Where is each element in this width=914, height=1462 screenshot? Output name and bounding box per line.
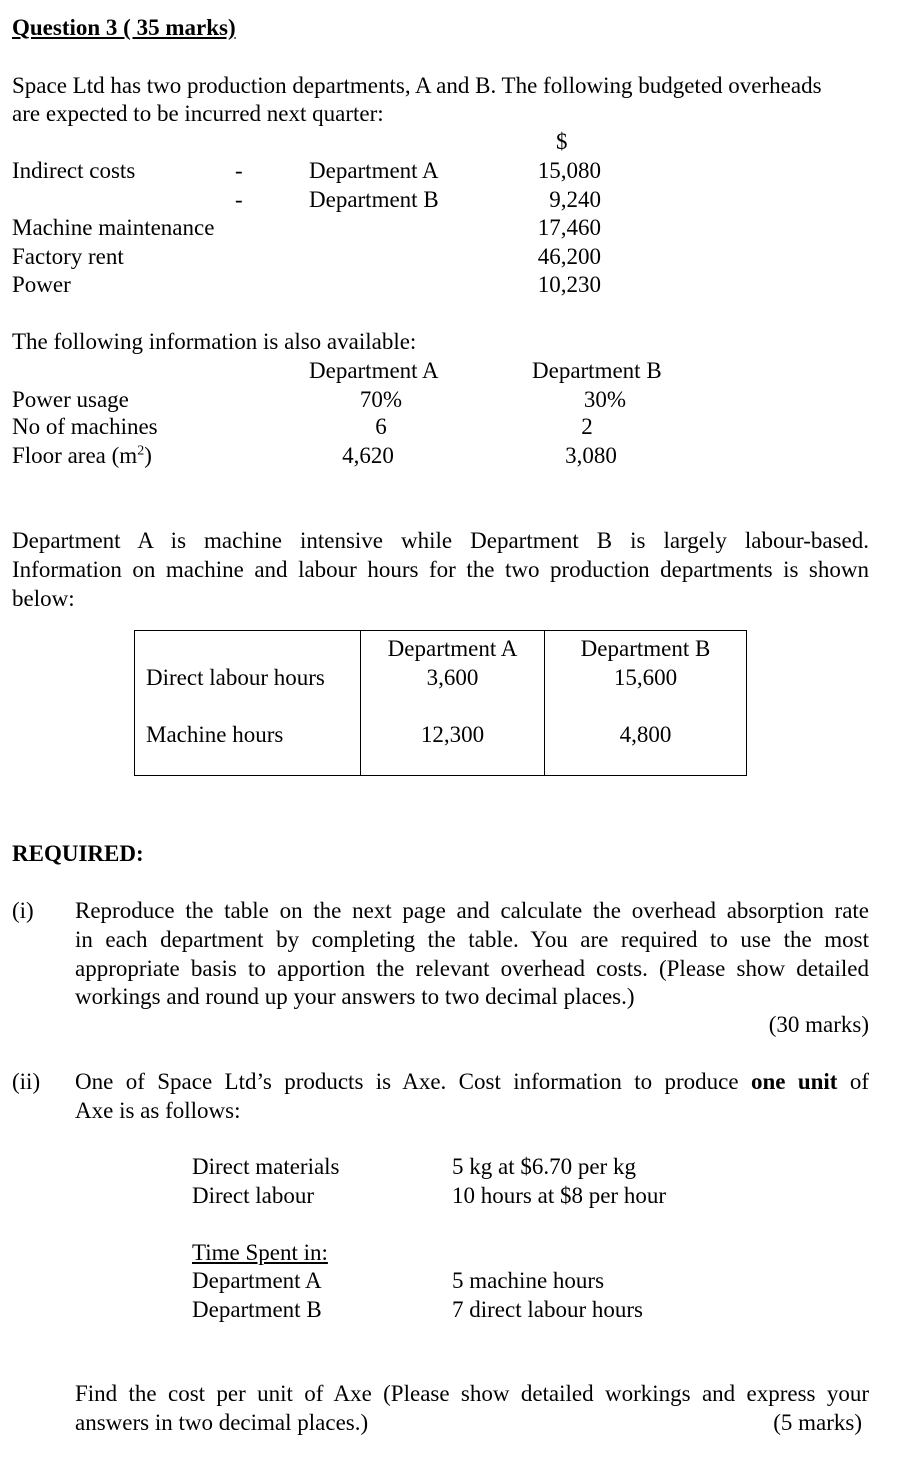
direct-labour-value: 10 hours at $8 per hour: [452, 1183, 666, 1208]
overhead-item-value: 10,230: [537, 272, 601, 297]
indirect-a-value: 15,080: [537, 158, 601, 183]
para2-line-2: Information on machine and labour hours for the two production departments is shown: [12, 556, 869, 582]
part-ii-text: [75, 1068, 869, 1126]
direct-labour-label: Direct labour: [192, 1183, 314, 1208]
floor-area-label-end: ): [144, 443, 152, 468]
floor-area-sup: 2: [137, 443, 145, 459]
info-dept-b-header: Department B: [532, 358, 662, 383]
overhead-item-value: 17,460: [537, 215, 601, 240]
hours-table-dept-b-cell: [545, 631, 747, 776]
part-i-line-2: in each department by completing the table. You are required to use the most: [75, 926, 869, 952]
overhead-item-label: Power: [12, 272, 71, 297]
direct-materials-value: 5 kg at $6.70 per kg: [452, 1154, 636, 1179]
part-i-line-3: appropriate basis to apportion the relevant overhead costs. (Please show detailed: [75, 955, 869, 981]
required-heading: REQUIRED:: [12, 841, 144, 866]
time-dept-b-value: 7 direct labour hours: [452, 1297, 643, 1322]
part-ii-line-1: [75, 1068, 869, 1097]
hours-dept-b-labour: 15,600: [613, 665, 678, 690]
overhead-item-value: 46,200: [537, 244, 601, 269]
info-row-a: 4,620: [342, 443, 394, 468]
part-ii-line-1-post: of: [837, 1069, 869, 1094]
hours-dept-a-labour: 3,600: [426, 665, 479, 690]
time-spent-label: Time Spent in:: [192, 1240, 328, 1265]
time-dept-a-label: Department A: [192, 1268, 322, 1293]
hours-table: [134, 630, 747, 776]
floor-area-label: Floor area (m: [12, 443, 138, 468]
part-i-marks: (30 marks): [768, 1012, 869, 1037]
part-i-number: (i): [12, 898, 34, 923]
hours-row-label: Machine hours: [146, 722, 284, 747]
info-row-a: 70%: [359, 387, 403, 412]
part-ii-find: [75, 1380, 869, 1409]
info-dept-a-header: Department A: [309, 358, 439, 383]
part-ii-find-line-1: Find the cost per unit of Axe (Please show detailed workings and express your: [75, 1381, 869, 1406]
part-ii-marks: (5 marks): [773, 1410, 862, 1435]
para2-line-1: Department A is machine intensive while Department B is largely labour-based.: [12, 528, 869, 553]
hours-row-label: Direct labour hours: [146, 665, 325, 690]
info-row-label: No of machines: [12, 414, 158, 439]
info-row-b: 30%: [583, 387, 627, 412]
part-ii-line-1-bold: one unit: [750, 1069, 838, 1094]
info-row-a: 6: [375, 414, 387, 439]
overhead-item-label: Machine maintenance: [12, 215, 215, 240]
time-dept-a-value: 5 machine hours: [452, 1268, 605, 1293]
hours-dept-b-header: Department B: [580, 636, 711, 661]
dash-b: -: [235, 187, 243, 212]
indirect-b-value: 9,240: [549, 187, 601, 212]
indirect-costs-label: Indirect costs: [12, 158, 136, 183]
part-ii-line-2: Axe is as follows:: [75, 1097, 241, 1123]
hours-dept-a-header: Department A: [387, 636, 518, 661]
info-heading: The following information is also available:: [12, 329, 417, 354]
info-row-label: [12, 442, 152, 471]
info-row-label: Power usage: [12, 387, 129, 412]
overhead-dept-a-label: Department A: [309, 158, 439, 183]
dash-a: -: [235, 158, 243, 183]
hours-dept-a-machine: 12,300: [420, 722, 485, 747]
part-i-line-1: Reproduce the table on the next page and calculate the overhead absorption rate: [75, 898, 869, 923]
currency-header: $: [556, 129, 568, 154]
intro-line-2: are expected to be incurred next quarter:: [12, 101, 384, 126]
time-dept-b-label: Department B: [192, 1297, 322, 1322]
info-row-b: 2: [581, 414, 593, 439]
part-i-line-4: workings and round up your answers to two decimal places.): [75, 984, 635, 1010]
part-i-text: [75, 897, 869, 1012]
part-ii-find-line-2: answers in two decimal places.): [75, 1410, 369, 1435]
para2-line-3: below:: [12, 585, 75, 611]
hours-table-label-cell: [135, 631, 361, 776]
overhead-dept-b-label: Department B: [309, 187, 439, 212]
hours-dept-b-machine: 4,800: [619, 722, 672, 747]
overhead-item-label: Factory rent: [12, 244, 124, 269]
hours-table-dept-a-cell: [361, 631, 545, 776]
part-ii-number: (ii): [12, 1069, 41, 1094]
paragraph-machine-labour: [12, 527, 869, 613]
question-title: Question 3 ( 35 marks): [12, 15, 236, 40]
part-ii-line-1-pre: One of Space Ltd’s products is Axe. Cost information to produce: [75, 1069, 751, 1094]
intro-line-1: Space Ltd has two production departments, A and B. The following budgeted overheads: [12, 73, 822, 98]
direct-materials-label: Direct materials: [192, 1154, 340, 1179]
info-row-b: 3,080: [565, 443, 617, 468]
